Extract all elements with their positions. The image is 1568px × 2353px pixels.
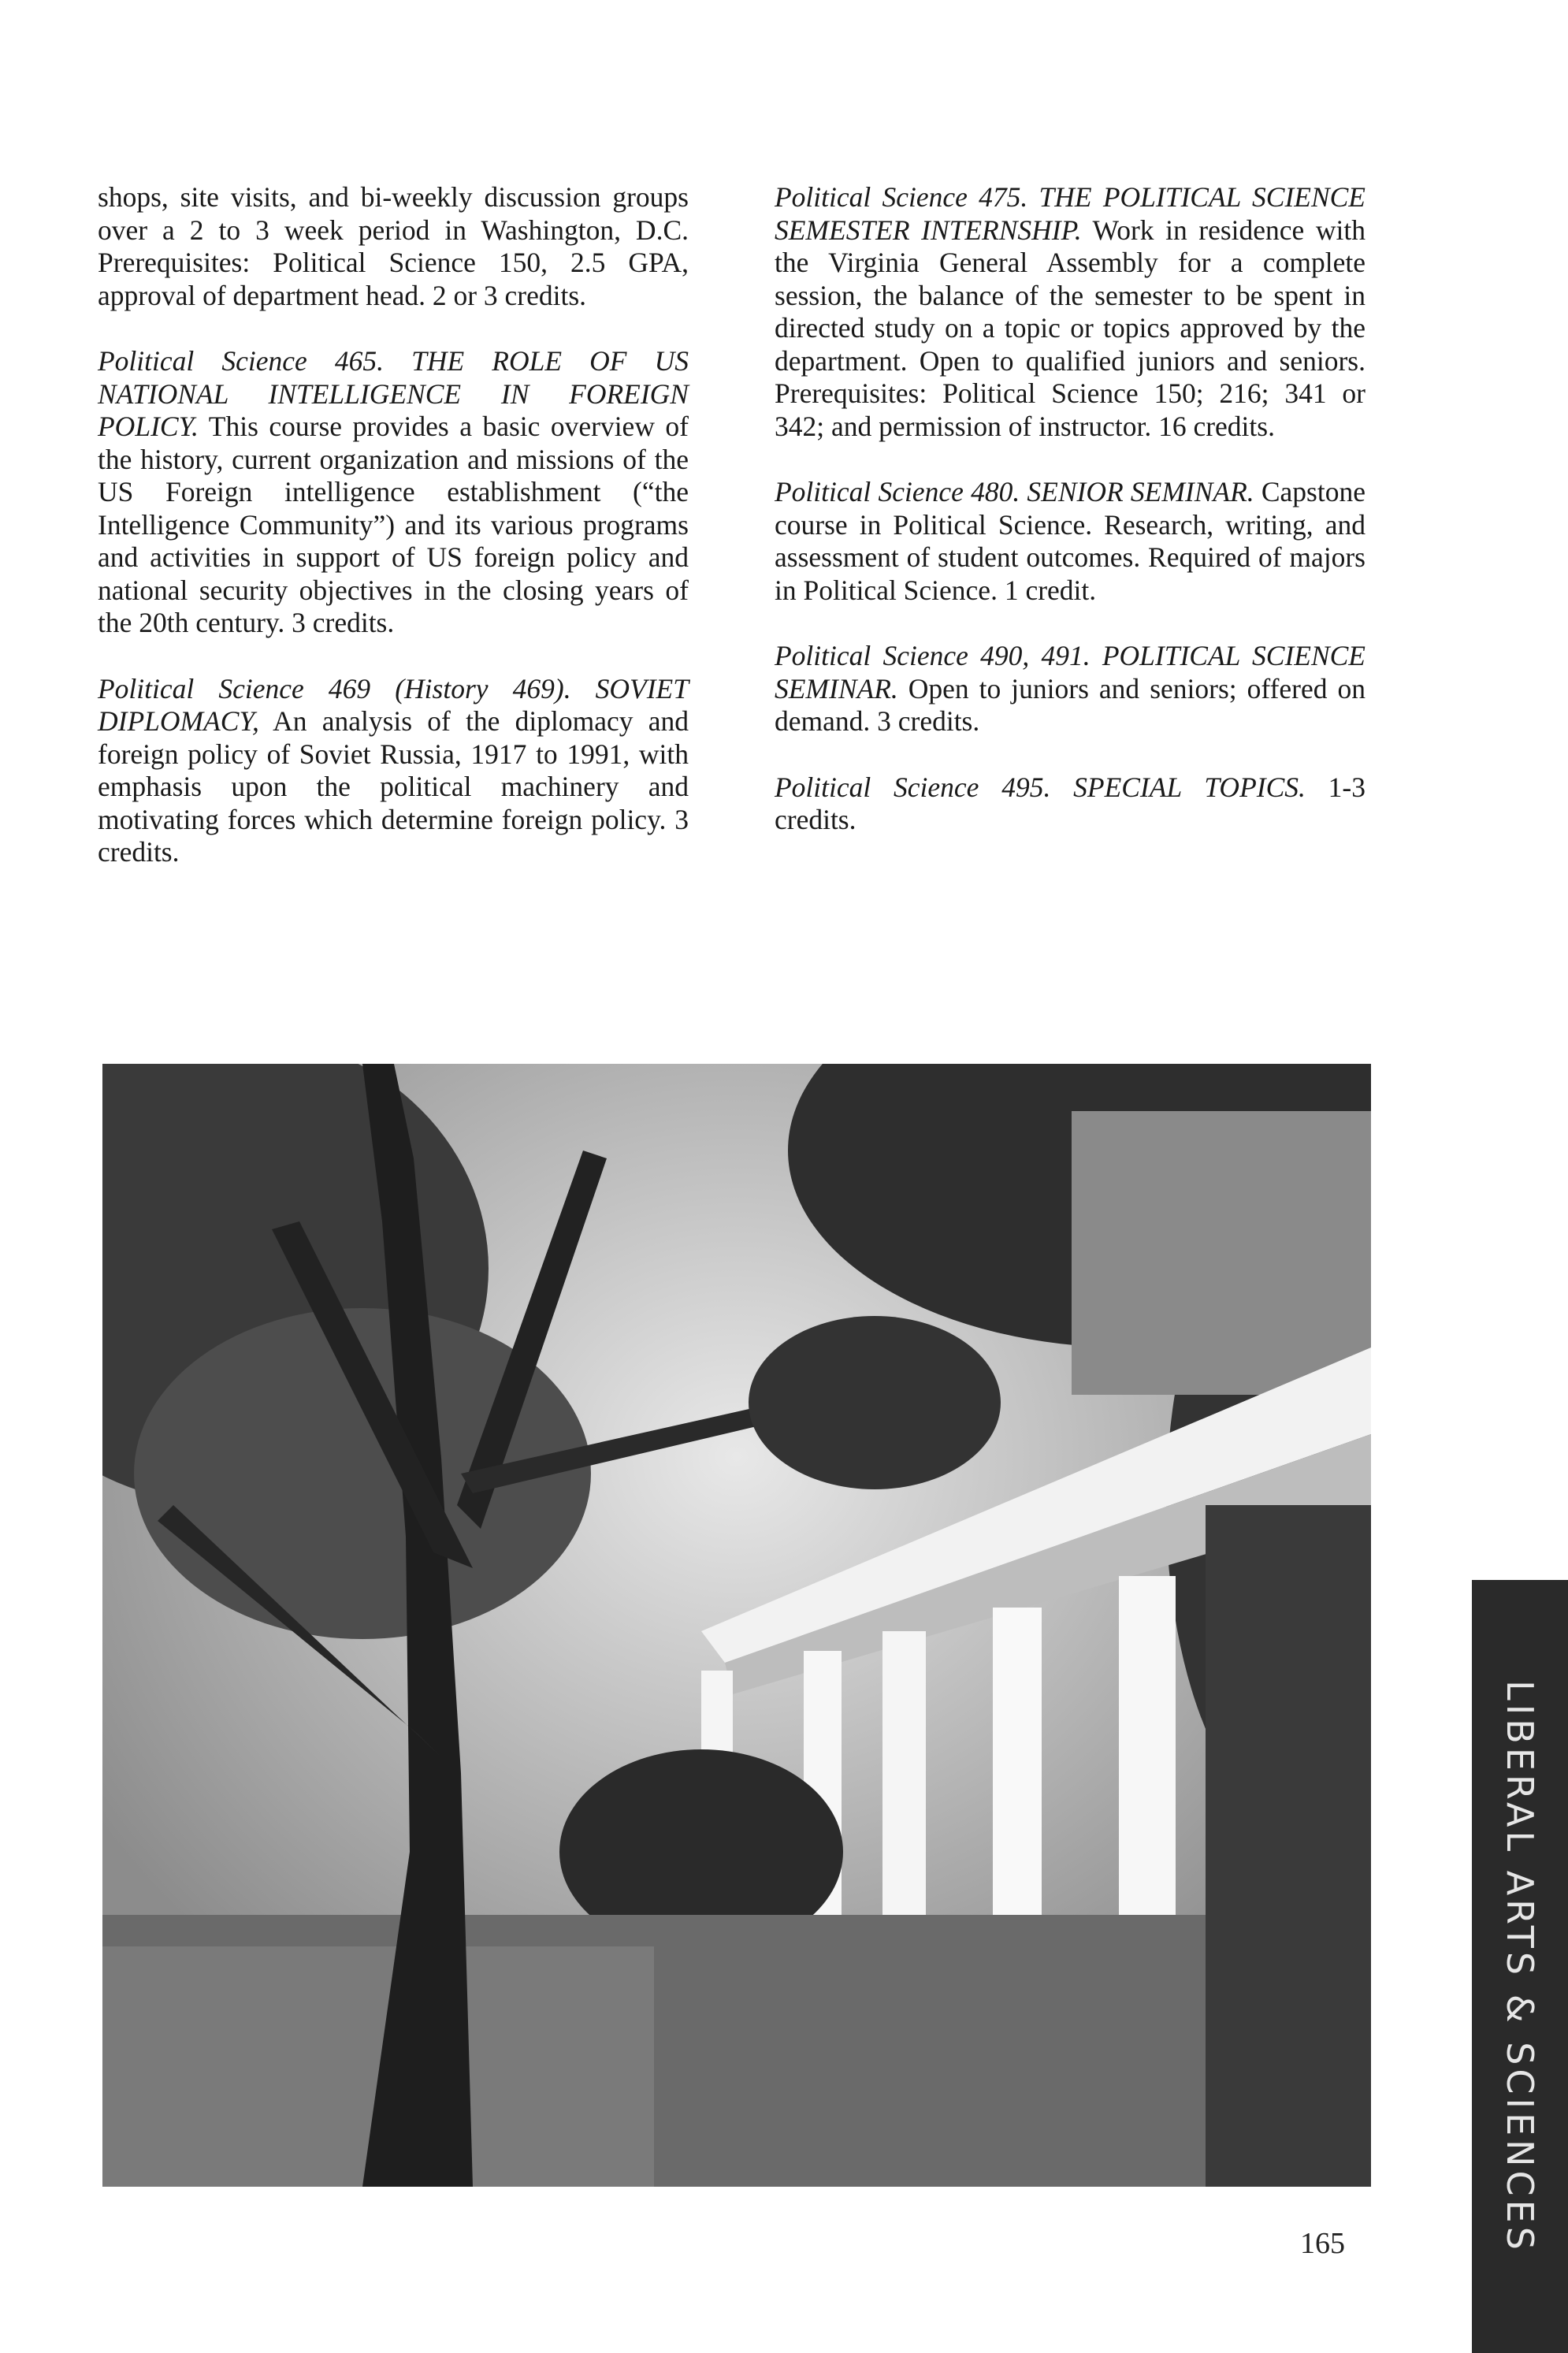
course-title: Political Science 480. SENIOR SEMINAR. bbox=[775, 476, 1254, 507]
course-title: Political Science 475. THE POLITICAL SCIENCE SEMESTER INTERNSHIP. bbox=[775, 181, 1365, 246]
course-entry bbox=[775, 476, 1365, 607]
course-description: shops, site visits, and bi-weekly discussion groups over a 2 to 3 week period in Washington, D.C. Prerequisites: Political Science 150, 2.5 GPA, approval of department head. 2 or 3 credits. bbox=[98, 181, 689, 311]
course-entry bbox=[775, 771, 1365, 837]
course-description: Capstone course in Political Science. Research, writing, and assessment of student outcomes. Required of majors in Political Science. 1 credit. bbox=[775, 476, 1365, 606]
course-title: Political Science 465. THE ROLE OF US NATIONAL INTELLIGENCE IN FOREIGN POLICY. bbox=[98, 345, 689, 442]
course-entry bbox=[98, 345, 689, 640]
section-side-tab bbox=[1472, 1580, 1568, 2353]
course-description: An analysis of the diplomacy and foreign policy of Soviet Russia, 1917 to 1991, with emphasis upon the political machinery and motivating forces which determine foreign policy. 3 credits. bbox=[98, 705, 689, 868]
course-description: 1-3 credits. bbox=[775, 771, 1365, 835]
course-description: This course provides a basic overview of the history, current organization and missions of the US Foreign intelligence establishment (“the Intelligence Community”) and its various programs and activities in support of US foreign policy and national security objectives in the closing years of the 20th century. 3 credits. bbox=[98, 411, 689, 638]
right-column bbox=[775, 181, 1365, 870]
course-entry bbox=[775, 640, 1365, 738]
course-entry bbox=[98, 181, 689, 312]
course-title: Political Science 469 (History 469). SOVIET DIPLOMACY, bbox=[98, 672, 689, 737]
course-entry bbox=[98, 673, 689, 869]
course-description: Work in residence with the Virginia General Assembly for a complete session, the balance of the semester to be spent in directed study on a topic or topics approved by the department. Open to qualified juniors and seniors. Prerequisites: Political Science 150; 216; 341 or 342; and permission of instructor. 16 credits. bbox=[775, 214, 1365, 442]
course-description: Open to juniors and seniors; offered on demand. 3 credits. bbox=[775, 672, 1365, 737]
photo-illustration bbox=[102, 1064, 1371, 2187]
page-number: 165 bbox=[1300, 2227, 1345, 2260]
left-column bbox=[98, 181, 689, 902]
course-title: Political Science 495. SPECIAL TOPICS. bbox=[775, 771, 1306, 803]
course-title: Political Science 490, 491. POLITICAL SCIENCE SEMINAR. bbox=[775, 640, 1365, 704]
section-side-tab-label: LIBERAL ARTS & SCIENCES bbox=[1499, 1679, 1541, 2254]
campus-building-photo bbox=[102, 1064, 1371, 2187]
course-entry bbox=[775, 181, 1365, 443]
